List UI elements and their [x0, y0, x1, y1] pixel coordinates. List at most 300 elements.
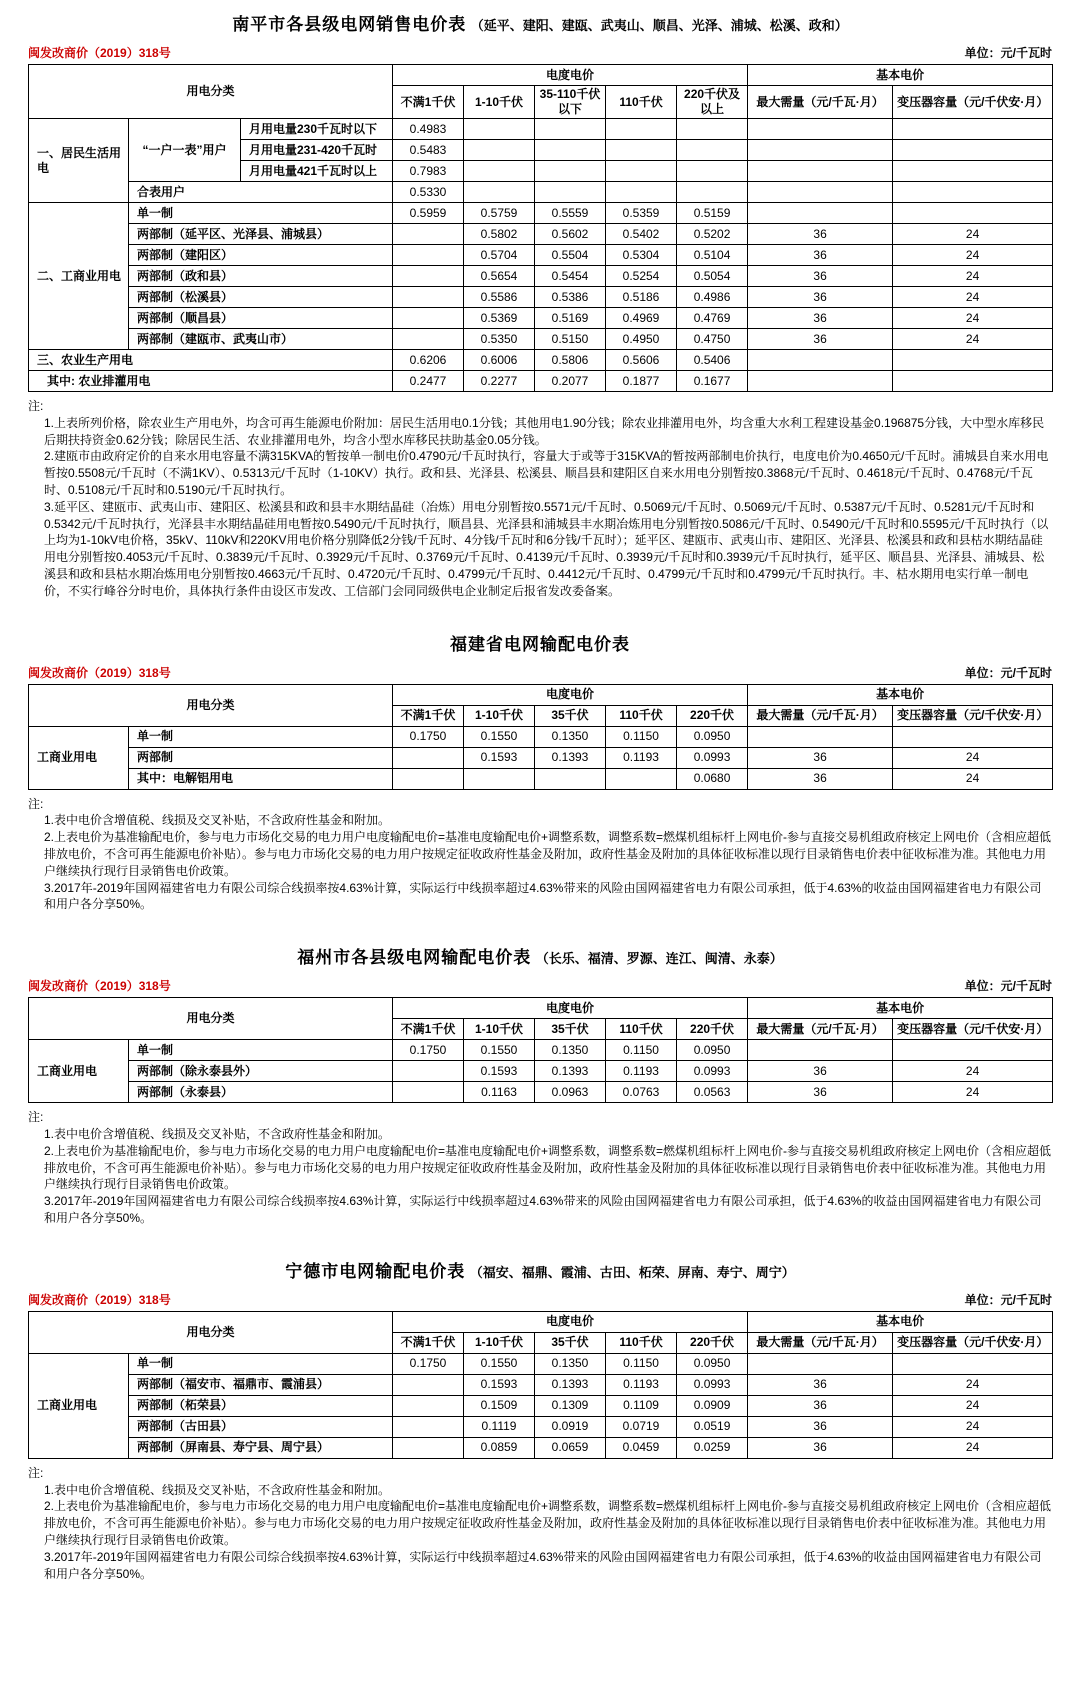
value-cell: 0.1750	[393, 726, 464, 747]
value-cell: 36	[748, 308, 893, 329]
value-cell	[535, 140, 606, 161]
table-row	[29, 768, 1053, 789]
header-cell: 220千伏	[677, 1019, 748, 1040]
table-row	[29, 245, 1053, 266]
value-cell	[464, 161, 535, 182]
value-cell: 36	[748, 1082, 893, 1103]
notes-label: 注:	[28, 1110, 44, 1125]
value-cell	[748, 1040, 893, 1061]
meta-row	[28, 44, 1052, 61]
row-label-cell: 两部制	[129, 747, 393, 768]
header-cell: 最大需量（元/千瓦·月）	[748, 1332, 893, 1353]
value-cell	[677, 182, 748, 203]
header-cell: 电度电价	[393, 684, 748, 705]
value-cell: 24	[893, 1374, 1053, 1395]
note-item: 2.建瓯市由政府定价的自来水用电容量不满315KVA的暂按单一制电价0.4790元/千瓦时执行，容量大于或等于315KVA的暂按两部制电价执行，电度电价为0.4650元/千瓦时。浦城县自来水用电暂按0.5508元/千瓦时（不满1KV）、0.5313元/千瓦时（1-10KV）执行。政和县、光泽县、松溪县、顺昌县和建阳区自来水用电分别暂按0.3868元/千瓦时、0.4618元/千瓦时、0.4768元/千瓦时、0.5108元/千瓦时和0.5190元/千瓦时执行。	[44, 449, 1049, 497]
value-cell: 0.5169	[535, 308, 606, 329]
value-cell: 0.0950	[677, 726, 748, 747]
value-cell: 0.5254	[606, 266, 677, 287]
value-cell	[393, 1061, 464, 1082]
section-fuzhou-grid-table	[28, 943, 1052, 1227]
value-cell: 0.0919	[535, 1416, 606, 1437]
row-label-cell: 两部制（福安市、福鼎市、霞浦县）	[129, 1374, 393, 1395]
note-item: 1.上表所列价格，除农业生产用电外，均含可再生能源电价附加：居民生活用电0.1分钱；其他用电1.90分钱；除农业排灌用电外，均含重大水利工程建设基金0.196875分钱，大中型水库移民后期扶持资金0.62分钱；除居民生活、农业排灌用电外，均含小型水库移民扶助基金0.05分钱。	[44, 415, 1045, 447]
value-cell	[393, 245, 464, 266]
meta-row	[28, 1291, 1052, 1308]
row-label-cell: 两部制（建阳区）	[129, 245, 393, 266]
value-cell: 24	[893, 1082, 1053, 1103]
value-cell	[393, 1395, 464, 1416]
header-cell: 35千伏	[535, 1332, 606, 1353]
row-label-cell: 两部制（屏南县、寿宁县、周宁县）	[129, 1437, 393, 1458]
value-cell: 0.5759	[464, 203, 535, 224]
table-row	[29, 998, 1053, 1019]
unit-label: 单位：元/千瓦时	[964, 979, 1052, 994]
value-cell: 0.1750	[393, 1040, 464, 1061]
value-cell	[393, 308, 464, 329]
value-cell	[893, 203, 1053, 224]
value-cell: 0.2277	[464, 371, 535, 392]
doc-number: 闽发改商价（2019）318号	[28, 46, 171, 60]
row-label-cell: 单一制	[129, 203, 393, 224]
table-row	[29, 747, 1053, 768]
value-cell	[748, 726, 893, 747]
table-row	[29, 119, 1053, 140]
row-label-cell: 工商业用电	[29, 1040, 129, 1103]
value-cell	[606, 161, 677, 182]
value-cell: 0.1509	[464, 1395, 535, 1416]
value-cell	[393, 224, 464, 245]
value-cell: 36	[748, 1437, 893, 1458]
value-cell: 36	[748, 329, 893, 350]
value-cell: 0.5359	[606, 203, 677, 224]
value-cell: 0.1550	[464, 726, 535, 747]
value-cell: 24	[893, 266, 1053, 287]
notes-block	[28, 796, 1052, 914]
value-cell: 0.1750	[393, 1353, 464, 1374]
row-label-cell: 单一制	[129, 1040, 393, 1061]
value-cell: 0.1150	[606, 726, 677, 747]
note-item: 2.上表电价为基准输配电价，参与电力市场化交易的电力用户电度输配电价=基准电度输配电价+调整系数，调整系数=燃煤机组标杆上网电价-参与直接交易机组政府核定上网电价（含相应超低排放电价，不含可再生能源电价补贴）。参与电力市场化交易的电力用户按规定征收政府性基金及附加，政府性基金及附加的具体征收标准以现行目录销售电价表中征收标准为准。其他电力用户继续执行现行目录销售电价政策。	[44, 1499, 1052, 1547]
section-nanping-sales-table	[28, 10, 1052, 600]
row-label-cell: 两部制（除永泰县外）	[129, 1061, 393, 1082]
value-cell: 0.0459	[606, 1437, 677, 1458]
row-label-cell: 合表用户	[129, 182, 393, 203]
value-cell	[893, 119, 1053, 140]
header-cell: 变压器容量（元/千伏安·月）	[893, 1019, 1053, 1040]
unit-label: 单位：元/千瓦时	[964, 46, 1052, 60]
table-title: 福建省电网输配电价表	[450, 634, 630, 654]
table-row	[29, 1374, 1053, 1395]
meta-row	[28, 664, 1052, 681]
value-cell: 24	[893, 287, 1053, 308]
value-cell: 0.1350	[535, 1353, 606, 1374]
value-cell: 36	[748, 245, 893, 266]
value-cell: 36	[748, 266, 893, 287]
row-label-cell: 其中: 农业排灌用电	[29, 371, 393, 392]
value-cell: 0.1193	[606, 1061, 677, 1082]
value-cell: 0.1393	[535, 747, 606, 768]
header-cell: 变压器容量（元/千伏安·月）	[893, 86, 1053, 119]
value-cell: 0.5304	[606, 245, 677, 266]
header-cell: 1-10千伏	[464, 705, 535, 726]
value-cell: 36	[748, 1374, 893, 1395]
value-cell	[748, 350, 893, 371]
meta-row	[28, 977, 1052, 994]
table-title-note: （延平、建阳、建瓯、武夷山、顺昌、光泽、浦城、松溪、政和）	[470, 18, 848, 33]
value-cell: 0.4969	[606, 308, 677, 329]
value-cell: 0.1309	[535, 1395, 606, 1416]
value-cell: 0.2477	[393, 371, 464, 392]
value-cell: 0.1393	[535, 1374, 606, 1395]
value-cell: 24	[893, 768, 1053, 789]
unit-label: 单位：元/千瓦时	[964, 665, 1052, 680]
section-ningde-grid-table	[28, 1257, 1052, 1583]
header-cell: 220千伏	[677, 1332, 748, 1353]
header-cell: 110千伏	[606, 1019, 677, 1040]
value-cell: 0.5504	[535, 245, 606, 266]
value-cell: 0.6006	[464, 350, 535, 371]
notes-label: 注:	[28, 796, 44, 811]
value-cell	[535, 161, 606, 182]
value-cell: 0.5704	[464, 245, 535, 266]
note-item: 3.延平区、建瓯市、武夷山市、建阳区、松溪县和政和县丰水期结晶硅（冶炼）用电分别暂按0.5571元/千瓦时、0.5069元/千瓦时、0.5069元/千瓦时、0.5387元/千瓦时、0.5281元/千瓦时和0.5342元/千瓦时执行，光泽县丰水期结晶硅用电暂按0.5490元/千瓦时执行，顺昌县、光泽县和浦城县丰水期冶炼用电分别暂按0.5086元/千瓦时、0.5490元/千瓦时和0.5595元/千瓦时执行（以上均为1-10kV电价格，35kV、110kV和220KV用电价格分别降低2分钱/千瓦时、4分钱/千瓦时和6分钱/千瓦时）；延平区、建瓯市、武夷山市、建阳区、光泽县、松溪县和政和县枯水期结晶硅用电分别暂按0.4053元/千瓦时、0.3839元/千瓦时、0.3929元/千瓦时、0.3769元/千瓦时、0.4139元/千瓦时、0.3939元/千瓦时和0.3939元/千瓦时执行，延平区、顺昌县、光泽县、浦城县、松溪县和政和县枯水期冶炼用电分别暂按0.4663元/千瓦时、0.4720元/千瓦时、0.4799元/千瓦时、0.4412元/千瓦时、0.4799元/千瓦时和0.4799元/千瓦时执行。丰、枯水期用电实行单一制电价，不实行峰谷分时电价，具体执行条件由设区市发改、工信部门会同同级供电企业制定后报省发改委备案。	[44, 499, 1049, 598]
value-cell: 0.0993	[677, 747, 748, 768]
price-table-fujian	[28, 684, 1053, 790]
value-cell	[677, 161, 748, 182]
note-item: 2.上表电价为基准输配电价，参与电力市场化交易的电力用户电度输配电价=基准电度输配电价+调整系数，调整系数=燃煤机组标杆上网电价-参与直接交易机组政府核定上网电价（含相应超低排放电价，不含可再生能源电价补贴）。参与电力市场化交易的电力用户按规定征收政府性基金及附加，政府性基金及附加的具体征收标准以现行目录销售电价表中征收标准为准。其他电力用户继续执行现行目录销售电价政策。	[44, 1143, 1052, 1192]
value-cell	[393, 747, 464, 768]
header-cell: 220千伏	[677, 705, 748, 726]
page-title	[28, 630, 1052, 655]
row-label-cell: 单一制	[129, 1353, 393, 1374]
value-cell: 0.0909	[677, 1395, 748, 1416]
value-cell: 0.5806	[535, 350, 606, 371]
row-label-cell: 两部制（柘荣县）	[129, 1395, 393, 1416]
table-row	[29, 1416, 1053, 1437]
row-label-cell: 两部制（顺昌县）	[129, 308, 393, 329]
table-row	[29, 350, 1053, 371]
value-cell: 36	[748, 287, 893, 308]
table-row	[29, 224, 1053, 245]
value-cell: 24	[893, 1395, 1053, 1416]
value-cell	[393, 266, 464, 287]
value-cell: 0.1109	[606, 1395, 677, 1416]
value-cell: 0.4769	[677, 308, 748, 329]
value-cell: 0.1677	[677, 371, 748, 392]
header-cell: 最大需量（元/千瓦·月）	[748, 705, 893, 726]
value-cell: 0.0993	[677, 1061, 748, 1082]
header-cell: 电度电价	[393, 1311, 748, 1332]
value-cell: 0.1350	[535, 726, 606, 747]
doc-number: 闽发改商价（2019）318号	[28, 665, 171, 680]
table-row	[29, 726, 1053, 747]
row-label-cell: 工商业用电	[29, 726, 129, 789]
value-cell: 24	[893, 1061, 1053, 1082]
value-cell: 0.5104	[677, 245, 748, 266]
header-cell: 基本电价	[748, 65, 1053, 86]
value-cell	[393, 287, 464, 308]
value-cell: 0.5602	[535, 224, 606, 245]
value-cell: 24	[893, 1416, 1053, 1437]
row-label-cell: 月用电量231-420千瓦时	[241, 140, 393, 161]
notes-label: 注:	[28, 1465, 44, 1480]
value-cell: 0.1877	[606, 371, 677, 392]
note-item: 2.上表电价为基准输配电价，参与电力市场化交易的电力用户电度输配电价=基准电度输配电价+调整系数，调整系数=燃煤机组标杆上网电价-参与直接交易机组政府核定上网电价（含相应超低排放电价，不含可再生能源电价补贴）。参与电力市场化交易的电力用户按规定征收政府性基金及附加，政府性基金及附加的具体征收标准以现行目录销售电价表中征收标准为准。其他电力用户继续执行现行目录销售电价政策。	[44, 830, 1052, 878]
value-cell	[748, 161, 893, 182]
value-cell: 36	[748, 1061, 893, 1082]
header-cell: 不满1千伏	[393, 1332, 464, 1353]
table-row	[29, 266, 1053, 287]
notes-block	[28, 1465, 1052, 1583]
value-cell	[606, 119, 677, 140]
value-cell	[393, 1437, 464, 1458]
value-cell: 36	[748, 1416, 893, 1437]
value-cell: 0.1119	[464, 1416, 535, 1437]
value-cell: 24	[893, 308, 1053, 329]
table-row	[29, 1353, 1053, 1374]
value-cell: 0.0259	[677, 1437, 748, 1458]
table-row	[29, 1395, 1053, 1416]
row-label-cell: 两部制（永泰县）	[129, 1082, 393, 1103]
value-cell	[464, 768, 535, 789]
header-cell: 用电分类	[29, 1311, 393, 1353]
value-cell: 0.5350	[464, 329, 535, 350]
value-cell	[677, 140, 748, 161]
page-title	[28, 10, 1052, 35]
table-row	[29, 1061, 1053, 1082]
header-cell: 最大需量（元/千瓦·月）	[748, 1019, 893, 1040]
value-cell: 0.1150	[606, 1040, 677, 1061]
value-cell	[893, 726, 1053, 747]
value-cell: 0.5386	[535, 287, 606, 308]
value-cell	[893, 161, 1053, 182]
note-item: 3.2017年-2019年国网福建省电力有限公司综合线损率按4.63%计算，实际运行中线损率超过4.63%带来的风险由国网福建省电力有限公司承担，低于4.63%的收益由国网福建省电力有限公司和用户各分享50%。	[44, 1194, 1042, 1225]
value-cell: 0.5369	[464, 308, 535, 329]
row-label-cell: 二、工商业用电	[29, 203, 129, 350]
price-table-nanping	[28, 64, 1053, 392]
value-cell: 0.4950	[606, 329, 677, 350]
row-label-cell: 月用电量421千瓦时以上	[241, 161, 393, 182]
value-cell	[393, 1082, 464, 1103]
value-cell	[535, 182, 606, 203]
row-label-cell: “一户一表”用户	[129, 119, 241, 182]
header-cell: 变压器容量（元/千伏安·月）	[893, 1332, 1053, 1353]
doc-number: 闽发改商价（2019）318号	[28, 979, 171, 994]
value-cell	[748, 140, 893, 161]
table-row	[29, 1311, 1053, 1332]
table-title-note: （长乐、福清、罗源、连江、闽清、永泰）	[535, 951, 783, 967]
table-row	[29, 684, 1053, 705]
value-cell: 0.4983	[393, 119, 464, 140]
value-cell: 0.5402	[606, 224, 677, 245]
value-cell	[606, 182, 677, 203]
value-cell	[393, 329, 464, 350]
row-label-cell: 两部制（建瓯市、武夷山市）	[129, 329, 393, 350]
table-row	[29, 287, 1053, 308]
value-cell: 0.5586	[464, 287, 535, 308]
page-title	[28, 1257, 1052, 1282]
header-cell: 电度电价	[393, 65, 748, 86]
header-cell: 基本电价	[748, 684, 1053, 705]
value-cell: 36	[748, 1395, 893, 1416]
value-cell	[748, 371, 893, 392]
header-cell: 基本电价	[748, 998, 1053, 1019]
value-cell	[893, 1040, 1053, 1061]
row-label-cell: 两部制（延平区、光泽县、浦城县）	[129, 224, 393, 245]
notes-label: 注:	[28, 399, 44, 413]
table-row	[29, 182, 1053, 203]
value-cell: 24	[893, 224, 1053, 245]
header-cell: 110千伏	[606, 86, 677, 119]
value-cell: 0.5802	[464, 224, 535, 245]
value-cell: 0.1193	[606, 747, 677, 768]
note-item: 3.2017年-2019年国网福建省电力有限公司综合线损率按4.63%计算，实际运行中线损率超过4.63%带来的风险由国网福建省电力有限公司承担，低于4.63%的收益由国网福建省电力有限公司和用户各分享50%。	[44, 1549, 1042, 1581]
value-cell: 0.5150	[535, 329, 606, 350]
note-item: 1.表中电价含增值税、线损及交叉补贴，不含政府性基金和附加。	[44, 813, 391, 828]
value-cell: 0.5483	[393, 140, 464, 161]
header-cell: 110千伏	[606, 705, 677, 726]
value-cell: 0.0719	[606, 1416, 677, 1437]
header-cell: 1-10千伏	[464, 86, 535, 119]
header-cell: 35-110千伏以下	[535, 86, 606, 119]
header-cell: 变压器容量（元/千伏安·月）	[893, 705, 1053, 726]
value-cell: 0.4750	[677, 329, 748, 350]
value-cell: 0.1393	[535, 1061, 606, 1082]
value-cell	[535, 119, 606, 140]
value-cell: 24	[893, 329, 1053, 350]
value-cell: 0.6206	[393, 350, 464, 371]
value-cell: 0.1193	[606, 1374, 677, 1395]
value-cell: 0.5186	[606, 287, 677, 308]
value-cell: 24	[893, 1437, 1053, 1458]
value-cell	[893, 1353, 1053, 1374]
table-row	[29, 308, 1053, 329]
value-cell	[535, 768, 606, 789]
value-cell: 0.5330	[393, 182, 464, 203]
row-label-cell: 三、农业生产用电	[29, 350, 393, 371]
value-cell: 0.1150	[606, 1353, 677, 1374]
value-cell	[464, 140, 535, 161]
value-cell	[393, 1416, 464, 1437]
value-cell: 0.0563	[677, 1082, 748, 1103]
value-cell: 0.0763	[606, 1082, 677, 1103]
value-cell: 0.1163	[464, 1082, 535, 1103]
header-cell: 用电分类	[29, 998, 393, 1040]
unit-label: 单位：元/千瓦时	[964, 1292, 1052, 1307]
value-cell: 0.0963	[535, 1082, 606, 1103]
value-cell: 0.5959	[393, 203, 464, 224]
note-item: 1.表中电价含增值税、线损及交叉补贴，不含政府性基金和附加。	[44, 1482, 391, 1497]
header-cell: 不满1千伏	[393, 86, 464, 119]
value-cell: 36	[748, 747, 893, 768]
note-item: 3.2017年-2019年国网福建省电力有限公司综合线损率按4.63%计算，实际运行中线损率超过4.63%带来的风险由国网福建省电力有限公司承担，低于4.63%的收益由国网福建省电力有限公司和用户各分享50%。	[44, 880, 1042, 912]
value-cell: 0.0859	[464, 1437, 535, 1458]
value-cell: 0.5559	[535, 203, 606, 224]
header-cell: 用电分类	[29, 684, 393, 726]
value-cell	[464, 119, 535, 140]
value-cell: 0.5202	[677, 224, 748, 245]
value-cell: 0.1550	[464, 1353, 535, 1374]
table-title: 福州市各县级电网输配电价表	[297, 948, 532, 968]
table-row	[29, 1437, 1053, 1458]
value-cell	[606, 768, 677, 789]
value-cell: 0.1593	[464, 1374, 535, 1395]
value-cell: 0.0519	[677, 1416, 748, 1437]
row-label-cell: 工商业用电	[29, 1353, 129, 1458]
value-cell: 0.1350	[535, 1040, 606, 1061]
value-cell: 0.0993	[677, 1374, 748, 1395]
price-table-ningde	[28, 1311, 1053, 1459]
header-cell: 不满1千伏	[393, 1019, 464, 1040]
value-cell	[748, 119, 893, 140]
header-cell: 220千伏及以上	[677, 86, 748, 119]
value-cell: 0.0950	[677, 1353, 748, 1374]
table-row	[29, 1082, 1053, 1103]
table-row	[29, 329, 1053, 350]
value-cell	[893, 182, 1053, 203]
header-cell: 1-10千伏	[464, 1332, 535, 1353]
value-cell	[393, 1374, 464, 1395]
doc-number: 闽发改商价（2019）318号	[28, 1292, 171, 1307]
table-title: 宁德市电网输配电价表	[285, 1261, 466, 1281]
header-cell: 35千伏	[535, 1019, 606, 1040]
notes-block	[28, 1109, 1052, 1227]
value-cell: 36	[748, 768, 893, 789]
value-cell	[893, 371, 1053, 392]
price-table-fuzhou	[28, 997, 1053, 1103]
value-cell	[893, 350, 1053, 371]
header-cell: 电度电价	[393, 998, 748, 1019]
value-cell: 0.0950	[677, 1040, 748, 1061]
value-cell: 0.1593	[464, 747, 535, 768]
value-cell	[606, 140, 677, 161]
row-label-cell: 两部制（政和县）	[129, 266, 393, 287]
value-cell	[893, 140, 1053, 161]
row-label-cell: 一、居民生活用电	[29, 119, 129, 203]
section-fujian-grid-table	[28, 630, 1052, 914]
row-label-cell: 月用电量230千瓦时以下	[241, 119, 393, 140]
table-row	[29, 1040, 1053, 1061]
row-label-cell: 两部制（古田县）	[129, 1416, 393, 1437]
value-cell: 0.7983	[393, 161, 464, 182]
table-row	[29, 65, 1053, 86]
value-cell: 0.4986	[677, 287, 748, 308]
value-cell: 0.5654	[464, 266, 535, 287]
value-cell	[748, 1353, 893, 1374]
table-title-note: （福安、福鼎、霞浦、古田、柘荣、屏南、寿宁、周宁）	[469, 1264, 795, 1280]
header-cell: 不满1千伏	[393, 705, 464, 726]
header-cell: 最大需量（元/千瓦·月）	[748, 86, 893, 119]
value-cell	[393, 768, 464, 789]
header-cell: 35千伏	[535, 705, 606, 726]
notes-block	[28, 398, 1052, 600]
table-title: 南平市各县级电网销售电价表	[232, 15, 467, 34]
value-cell: 36	[748, 224, 893, 245]
value-cell: 24	[893, 245, 1053, 266]
note-item: 1.表中电价含增值税、线损及交叉补贴，不含政府性基金和附加。	[44, 1126, 391, 1141]
row-label-cell: 两部制（松溪县）	[129, 287, 393, 308]
table-row	[29, 203, 1053, 224]
value-cell	[748, 203, 893, 224]
header-cell: 基本电价	[748, 1311, 1053, 1332]
value-cell: 0.0659	[535, 1437, 606, 1458]
value-cell: 0.5054	[677, 266, 748, 287]
value-cell: 0.5406	[677, 350, 748, 371]
value-cell: 0.5159	[677, 203, 748, 224]
row-label-cell: 其中：电解铝用电	[129, 768, 393, 789]
value-cell: 24	[893, 747, 1053, 768]
